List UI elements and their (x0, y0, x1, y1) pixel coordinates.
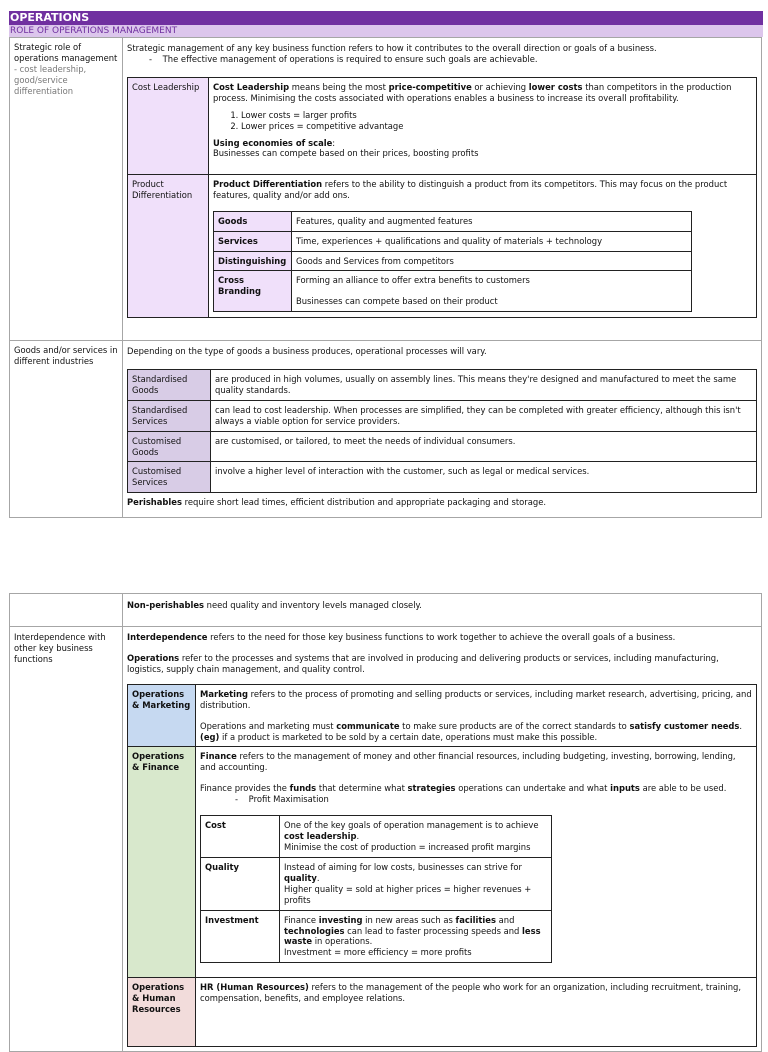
strategic-intro-dash (127, 54, 757, 65)
table-key: Customised Goods (128, 431, 211, 462)
section-subtitle: ROLE OF OPERATIONS MANAGEMENT (9, 25, 763, 37)
product-diff-def: Product Differentiation refers to the ability to distinguish a product from its competitors. This may focus on the product features, quality and/or add ons. (213, 178, 728, 200)
cost-leadership-list (213, 110, 752, 132)
interdependence-table (127, 684, 757, 1048)
finance-table (200, 815, 552, 963)
product-diff-table (213, 211, 692, 313)
nonperishables-text: Non-perishables need quality and inventory levels managed closely. (127, 600, 422, 610)
goods-services-heading: Goods and/or services in different industries (10, 341, 123, 518)
cost-leadership-def: Cost Leadership means being the most price-competitive or achieving lower costs than competitors in the production process. Minimising the costs associated with operations enables a business to increase its overall profitability. (213, 81, 732, 103)
table-key: Distinguishing (214, 251, 292, 271)
operations-def: Operations refer to the processes and systems that are involved in producing and delivering products or services, including manufacturing, logistics, supply chain management, and quality control. (127, 652, 719, 674)
marketing-def: Marketing refers to the process of promoting and selling products or services, including market research, advertising, pricing, and distribution. (200, 688, 752, 710)
finance-def: Finance refers to the management of money and other financial resources, including budgeting, investing, borrowing, lending, and accounting. (200, 751, 736, 773)
marketing-p2: Operations and marketing must communicate to make sure products are of the correct standards to satisfy customer needs. (eg) if a product is marketed to be sold by a certain date, operations must make this possible. (200, 720, 743, 742)
product-diff-row (128, 174, 757, 317)
goods-services-table (127, 369, 757, 493)
table-key: Customised Services (128, 462, 211, 493)
table-value: Time, experiences + qualifications and quality of materials + technology (292, 231, 692, 251)
table-key: Standardised Services (128, 400, 211, 431)
strategic-role-subpoints: - cost leadership, good/service differentiation (14, 63, 87, 96)
table-key: Goods (214, 211, 292, 231)
table-row (214, 211, 692, 231)
operations-table-2 (9, 593, 762, 1052)
strategic-intro-dash-text: The effective management of operations is required to ensure such goals are achievable. (162, 53, 538, 64)
table-value: are customised, or tailored, to meet the needs of individual consumers. (211, 431, 757, 462)
table-key: Cost (201, 816, 280, 858)
product-diff-content (209, 174, 757, 317)
finance-row (128, 747, 757, 978)
table-row (128, 400, 757, 431)
hr-label: Operations & Human Resources (128, 978, 196, 1047)
operations-table-1 (9, 37, 762, 518)
cross-branding-text: Forming an alliance to offer extra benefits to customers (296, 275, 530, 286)
strategic-role-row (10, 38, 762, 341)
table-row (201, 910, 552, 963)
table-key: Quality (201, 857, 280, 910)
cost-leadership-row (128, 77, 757, 174)
product-diff-label: Product Differentiation (128, 174, 209, 317)
marketing-label: Operations & Marketing (128, 684, 196, 747)
table-value: Finance investing in new areas such as facilities and technologies can lead to faster processing speeds and less waste in operations. Investment = more efficiency = more profits (280, 910, 552, 963)
table-row (201, 857, 552, 910)
dash-marker: - (235, 794, 249, 805)
table-row (201, 816, 552, 858)
goods-services-content (123, 341, 762, 518)
table-row (214, 231, 692, 251)
table-row (214, 271, 692, 312)
nonperishables-row (10, 594, 762, 627)
interdependence-heading: Interdependence with other key business functions (10, 627, 123, 1052)
table-key: Cross Branding (214, 271, 292, 312)
strategic-role-content (123, 38, 762, 341)
cross-branding-note: Businesses can compete based on their product (296, 296, 498, 307)
cost-leadership-label: Cost Leadership (128, 77, 209, 174)
strategic-role-heading: Strategic role of operations management (14, 42, 118, 63)
economies-of-scale-heading: Using economies of scale: (213, 137, 336, 148)
cost-leadership-content (209, 77, 757, 174)
table-value: Instead of aiming for low costs, businesses can strive for quality. Higher quality = sold at higher prices = higher revenues + profits (280, 857, 552, 910)
table-row (214, 251, 692, 271)
table-row (128, 431, 757, 462)
table-row (128, 369, 757, 400)
table-value: can lead to cost leadership. When processes are simplified, they can be completed with greater efficiency, although this isn't always a viable option for service providers. (211, 400, 757, 431)
interdependence-row (10, 627, 762, 1052)
perishables-text: Perishables require short lead times, efficient distribution and appropriate packaging and storage. (127, 497, 547, 508)
marketing-content (196, 684, 757, 747)
interdependence-content (123, 627, 762, 1052)
table-value (292, 271, 692, 312)
strategic-role-cell (10, 38, 123, 341)
marketing-row (128, 684, 757, 747)
finance-label: Operations & Finance (128, 747, 196, 978)
strategic-intro: Strategic management of any key business function refers to how it contributes to the overall direction or goals of a business. (127, 43, 657, 53)
page-title: OPERATIONS (9, 11, 763, 25)
hr-content (196, 978, 757, 1047)
strategy-inner-table (127, 77, 757, 318)
list-item: 2. Lower prices = competitive advantage (241, 121, 752, 132)
table-key: Investment (201, 910, 280, 963)
goods-services-intro: Depending on the type of goods a business produces, operational processes will vary. (127, 346, 487, 356)
table-key: Standardised Goods (128, 369, 211, 400)
finance-dash: - Profit Maximisation (235, 794, 329, 805)
interdependence-def: Interdependence refers to the need for those key business functions to work together to achieve the overall goals of a business. (127, 632, 676, 642)
goods-services-row (10, 341, 762, 518)
economies-of-scale-text: Businesses can compete based on their prices, boosting profits (213, 148, 479, 159)
list-item: 1. Lower costs = larger profits (241, 110, 752, 121)
table-value: are produced in high volumes, usually on assembly lines. This means they're designed and manufactured to meet the same quality standards. (211, 369, 757, 400)
finance-content (196, 747, 757, 978)
hr-row (128, 978, 757, 1047)
nonperishables-content (123, 594, 762, 627)
hr-def: HR (Human Resources) refers to the management of the people who work for an organization, including recruitment, training, compensation, benefits, and employee relations. (200, 982, 742, 1004)
table-value: involve a higher level of interaction with the customer, such as legal or medical services. (211, 462, 757, 493)
table-value: Goods and Services from competitors (292, 251, 692, 271)
finance-p2: Finance provides the funds that determine what strategies operations can undertake and what inputs are able to be used. (200, 783, 727, 794)
table-value: Features, quality and augmented features (292, 211, 692, 231)
table-row (128, 462, 757, 493)
table-value: One of the key goals of operation management is to achieve cost leadership. Minimise the cost of production = increased profit margins (280, 816, 552, 858)
table-key: Services (214, 231, 292, 251)
empty-cell (10, 594, 123, 627)
dash-marker: - (149, 53, 163, 64)
